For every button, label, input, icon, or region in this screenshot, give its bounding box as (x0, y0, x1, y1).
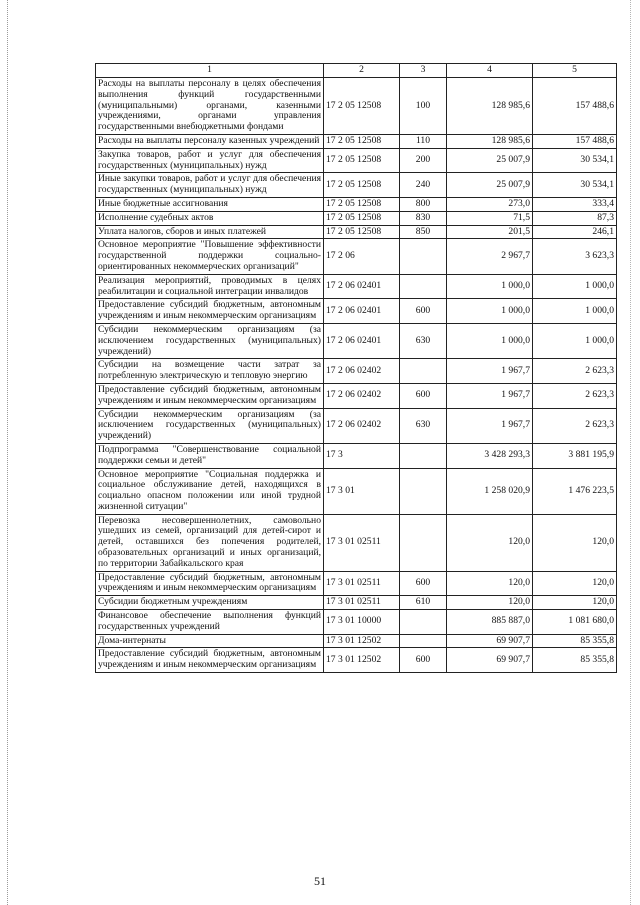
table-row (96, 596, 617, 610)
table-row (96, 634, 617, 648)
expense-type-code: 200 (400, 148, 447, 173)
column-number-2: 2 (324, 64, 400, 78)
amount-year-1: 1 000,0 (447, 274, 533, 299)
amount-year-1: 1 967,7 (447, 359, 533, 384)
amount-year-1: 69 907,7 (447, 634, 533, 648)
target-article-code: 17 2 05 12508 (324, 173, 400, 198)
expense-type-code: 110 (400, 134, 447, 148)
amount-year-2: 85 355,8 (533, 648, 617, 673)
amount-year-2: 1 476 223,5 (533, 468, 617, 514)
amount-year-2: 157 488,6 (533, 78, 617, 135)
target-article-code: 17 2 06 02401 (324, 299, 400, 324)
target-article-code: 17 3 01 02511 (324, 514, 400, 571)
column-number-4: 4 (447, 64, 533, 78)
budget-item-name: Перевозка несовершеннолетних, самовольно ушедших из семей, организаций для детей-сирот и детей, оставшихся без попечения родителей, образовательных организаций и иных организаций, по территории Забайкальского края (96, 514, 324, 571)
amount-year-1: 1 000,0 (447, 299, 533, 324)
budget-item-name: Закупка товаров, работ и услуг для обеспечения государственных (муниципальных) нужд (96, 148, 324, 173)
amount-year-1: 273,0 (447, 197, 533, 211)
budget-item-name: Расходы на выплаты персоналу казенных учреждений (96, 134, 324, 148)
amount-year-2: 2 623,3 (533, 383, 617, 408)
table-row (96, 514, 617, 571)
amount-year-2: 120,0 (533, 596, 617, 610)
amount-year-1: 2 967,7 (447, 239, 533, 274)
table-row (96, 383, 617, 408)
amount-year-2: 157 488,6 (533, 134, 617, 148)
column-number-3: 3 (400, 64, 447, 78)
amount-year-1: 201,5 (447, 225, 533, 239)
expense-type-code: 600 (400, 299, 447, 324)
target-article-code: 17 2 06 02402 (324, 359, 400, 384)
amount-year-1: 25 007,9 (447, 173, 533, 198)
budget-item-name: Основное мероприятие "Социальная поддержка и социальное обслуживание детей, находящихся в социально опасном положении или иной трудной жизненной ситуации" (96, 468, 324, 514)
target-article-code: 17 2 05 12508 (324, 211, 400, 225)
budget-item-name: Реализация мероприятий, проводимых в целях реабилитации и социальной интеграции инвалидов (96, 274, 324, 299)
budget-item-name: Расходы на выплаты персоналу в целях обеспечения выполнения функций государственными (муниципальными) органами, казенными учреждениями, органами управления государственными внебюджетными фондами (96, 78, 324, 135)
budget-item-name: Предоставление субсидий бюджетным, автономным учреждениям и иным некоммерческим организациям (96, 383, 324, 408)
amount-year-2: 2 623,3 (533, 359, 617, 384)
budget-table-body (96, 64, 617, 673)
column-number-5: 5 (533, 64, 617, 78)
target-article-code: 17 2 06 (324, 239, 400, 274)
budget-item-name: Подпрограмма "Совершенствование социальной поддержки семьи и детей" (96, 443, 324, 468)
expense-type-code: 610 (400, 596, 447, 610)
target-article-code: 17 2 06 02402 (324, 408, 400, 443)
table-row (96, 239, 617, 274)
amount-year-2: 30 534,1 (533, 173, 617, 198)
budget-item-name: Основное мероприятие "Повышение эффективности государственной поддержки социально-ориентированных некоммерческих организаций" (96, 239, 324, 274)
amount-year-1: 128 985,6 (447, 134, 533, 148)
amount-year-1: 885 887,0 (447, 610, 533, 635)
table-row (96, 173, 617, 198)
amount-year-1: 25 007,9 (447, 148, 533, 173)
table-row (96, 299, 617, 324)
amount-year-2: 246,1 (533, 225, 617, 239)
target-article-code: 17 3 01 (324, 468, 400, 514)
amount-year-1: 1 000,0 (447, 323, 533, 358)
target-article-code: 17 2 05 12508 (324, 197, 400, 211)
target-article-code: 17 2 05 12508 (324, 134, 400, 148)
target-article-code: 17 3 (324, 443, 400, 468)
budget-item-name: Финансовое обеспечение выполнения функций государственных учреждений (96, 610, 324, 635)
page-number: 51 (314, 874, 326, 888)
table-row (96, 408, 617, 443)
expense-type-code (400, 610, 447, 635)
scan-edge-left (7, 0, 8, 905)
table-row (96, 468, 617, 514)
target-article-code: 17 2 06 02401 (324, 274, 400, 299)
amount-year-2: 1 000,0 (533, 323, 617, 358)
budget-item-name: Предоставление субсидий бюджетным, автономным учреждениям и иным некоммерческим организациям (96, 299, 324, 324)
expense-type-code: 600 (400, 648, 447, 673)
table-row (96, 78, 617, 135)
amount-year-2: 1 081 680,0 (533, 610, 617, 635)
amount-year-2: 333,4 (533, 197, 617, 211)
table-row (96, 323, 617, 358)
expense-type-code: 240 (400, 173, 447, 198)
expense-type-code (400, 443, 447, 468)
expense-type-code (400, 634, 447, 648)
table-row (96, 197, 617, 211)
target-article-code: 17 3 01 12502 (324, 634, 400, 648)
amount-year-2: 87,3 (533, 211, 617, 225)
table-row (96, 274, 617, 299)
expense-type-code (400, 239, 447, 274)
target-article-code: 17 2 05 12508 (324, 225, 400, 239)
table-row (96, 443, 617, 468)
budget-item-name: Предоставление субсидий бюджетным, автономным учреждениям и иным некоммерческим организациям (96, 571, 324, 596)
amount-year-1: 71,5 (447, 211, 533, 225)
target-article-code: 17 2 05 12508 (324, 78, 400, 135)
table-row (96, 648, 617, 673)
amount-year-2: 3 623,3 (533, 239, 617, 274)
expense-type-code: 800 (400, 197, 447, 211)
budget-item-name: Иные закупки товаров, работ и услуг для обеспечения государственных (муниципальных) нужд (96, 173, 324, 198)
budget-item-name: Уплата налогов, сборов и иных платежей (96, 225, 324, 239)
budget-item-name: Иные бюджетные ассигнования (96, 197, 324, 211)
target-article-code: 17 3 01 02511 (324, 571, 400, 596)
target-article-code: 17 2 06 02401 (324, 323, 400, 358)
expense-type-code (400, 274, 447, 299)
expense-type-code: 630 (400, 408, 447, 443)
expense-type-code (400, 359, 447, 384)
amount-year-2: 30 534,1 (533, 148, 617, 173)
column-number-row (96, 64, 617, 78)
amount-year-2: 120,0 (533, 571, 617, 596)
target-article-code: 17 3 01 12502 (324, 648, 400, 673)
amount-year-2: 3 881 195,9 (533, 443, 617, 468)
table-row (96, 225, 617, 239)
table-row (96, 359, 617, 384)
amount-year-2: 1 000,0 (533, 299, 617, 324)
expense-type-code (400, 514, 447, 571)
table-row (96, 610, 617, 635)
amount-year-1: 3 428 293,3 (447, 443, 533, 468)
amount-year-1: 120,0 (447, 571, 533, 596)
expense-type-code: 630 (400, 323, 447, 358)
budget-item-name: Предоставление субсидий бюджетным, автономным учреждениям и иным некоммерческим организациям (96, 648, 324, 673)
expense-type-code: 600 (400, 571, 447, 596)
amount-year-2: 120,0 (533, 514, 617, 571)
target-article-code: 17 2 06 02402 (324, 383, 400, 408)
budget-item-name: Субсидии бюджетным учреждениям (96, 596, 324, 610)
amount-year-2: 85 355,8 (533, 634, 617, 648)
budget-item-name: Исполнение судебных актов (96, 211, 324, 225)
table-row (96, 134, 617, 148)
budget-item-name: Дома-интернаты (96, 634, 324, 648)
column-number-1: 1 (96, 64, 324, 78)
amount-year-1: 1 967,7 (447, 383, 533, 408)
amount-year-1: 120,0 (447, 514, 533, 571)
expense-type-code: 830 (400, 211, 447, 225)
amount-year-1: 69 907,7 (447, 648, 533, 673)
amount-year-1: 1 258 020,9 (447, 468, 533, 514)
amount-year-2: 2 623,3 (533, 408, 617, 443)
table-row (96, 571, 617, 596)
budget-table (95, 63, 617, 673)
target-article-code: 17 3 01 02511 (324, 596, 400, 610)
amount-year-2: 1 000,0 (533, 274, 617, 299)
expense-type-code: 100 (400, 78, 447, 135)
target-article-code: 17 3 01 10000 (324, 610, 400, 635)
budget-item-name: Субсидии на возмещение части затрат за потребленную электрическую и тепловую энергию (96, 359, 324, 384)
amount-year-1: 128 985,6 (447, 78, 533, 135)
target-article-code: 17 2 05 12508 (324, 148, 400, 173)
table-row (96, 211, 617, 225)
scan-edge-right (630, 0, 631, 905)
expense-type-code (400, 468, 447, 514)
amount-year-1: 120,0 (447, 596, 533, 610)
amount-year-1: 1 967,7 (447, 408, 533, 443)
table-row (96, 148, 617, 173)
expense-type-code: 850 (400, 225, 447, 239)
budget-item-name: Субсидии некоммерческим организациям (за исключением государственных (муниципальных) учреждений) (96, 408, 324, 443)
budget-item-name: Субсидии некоммерческим организациям (за исключением государственных (муниципальных) учреждений) (96, 323, 324, 358)
expense-type-code: 600 (400, 383, 447, 408)
